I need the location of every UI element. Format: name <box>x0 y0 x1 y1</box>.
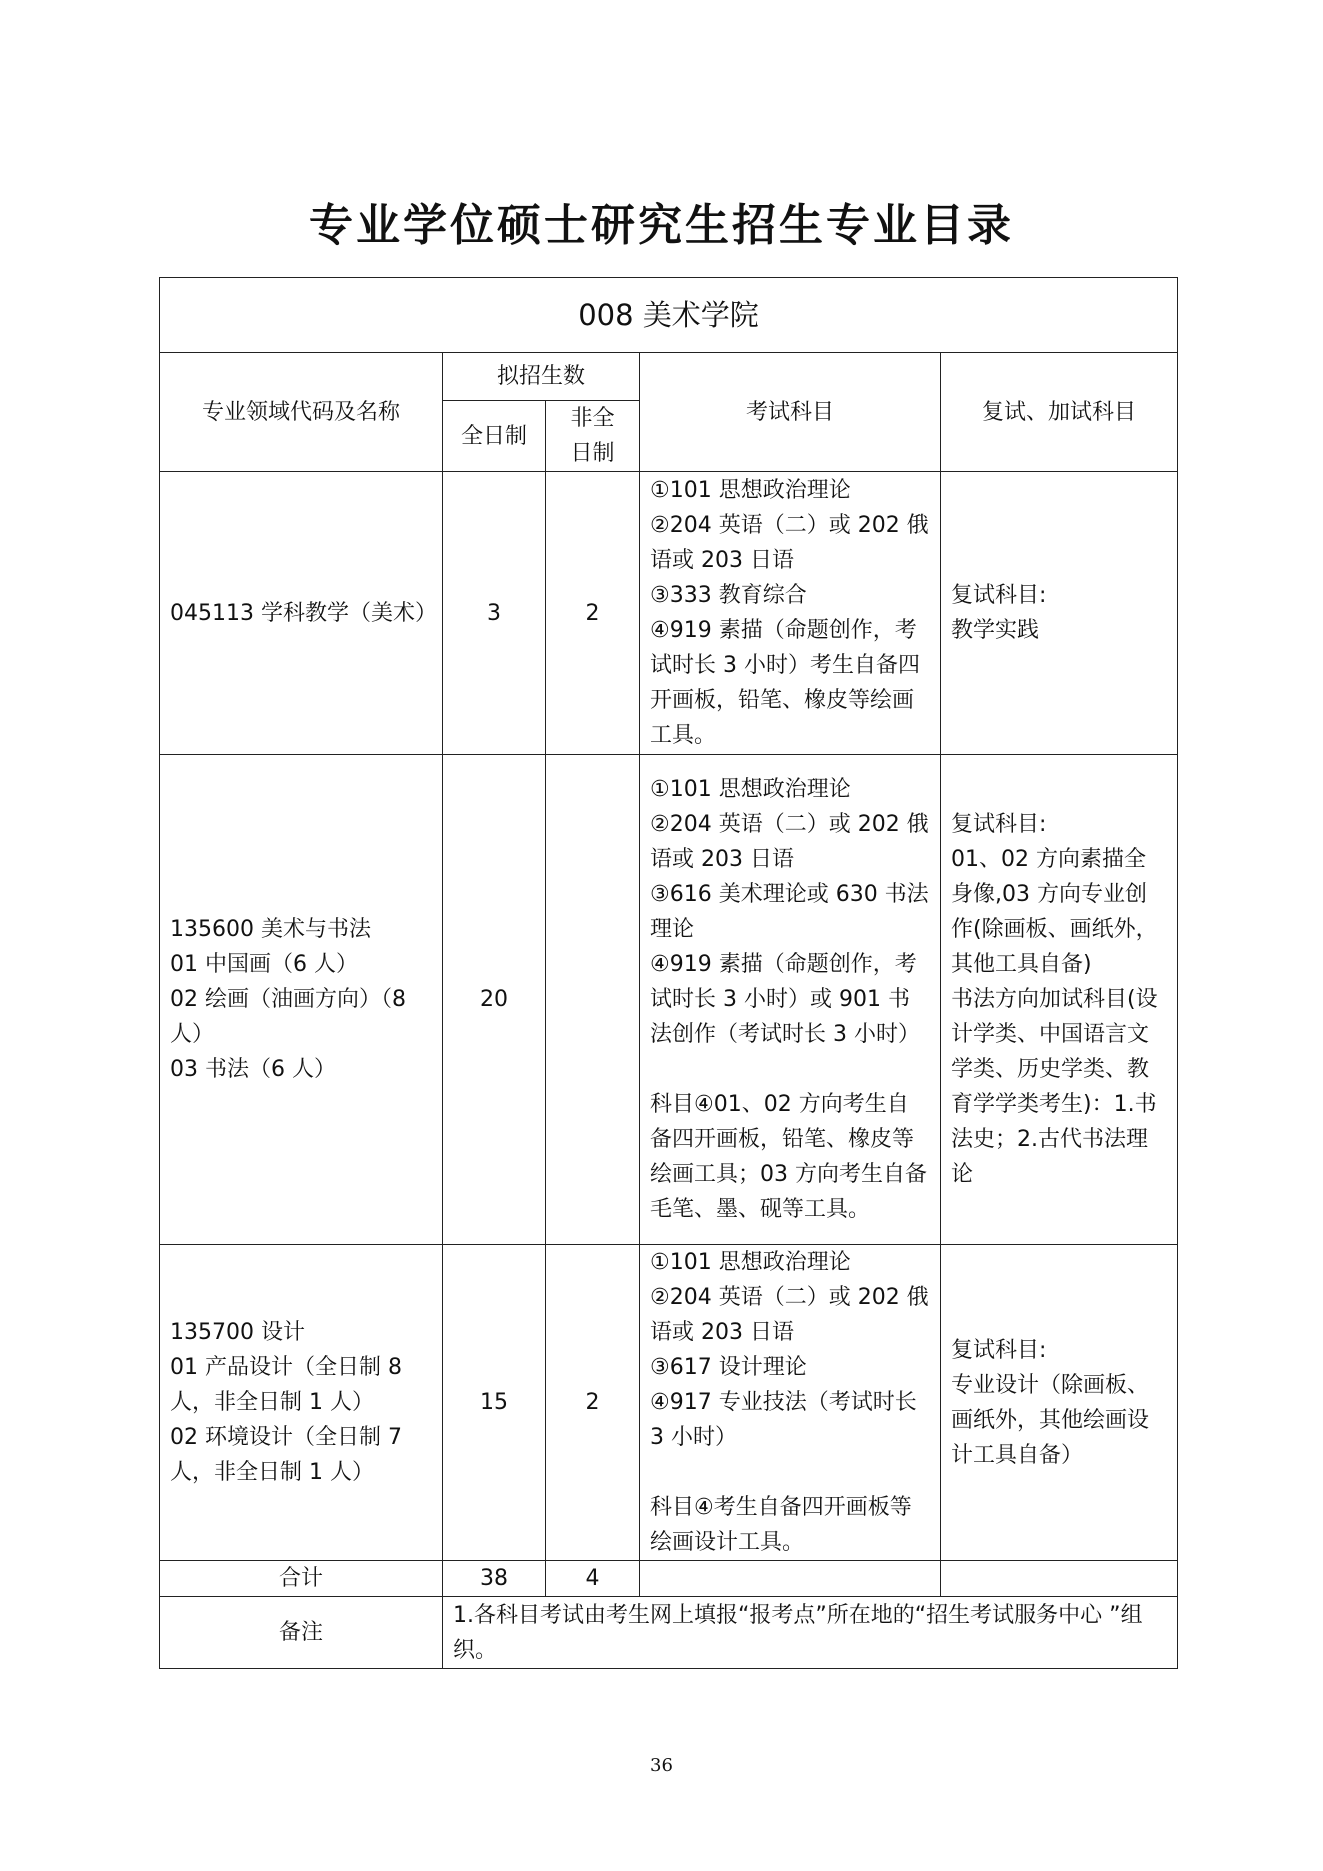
exam-subject-line: ③616 美术理论或 630 书法理论 <box>650 882 929 942</box>
exam-subjects-cell <box>640 472 941 755</box>
exam-subject-line: ①101 思想政治理论 <box>650 777 851 802</box>
total-empty-cell <box>941 1561 1178 1597</box>
header-parttime-line: 非全 <box>570 406 615 431</box>
total-fulltime: 38 <box>443 1561 546 1597</box>
exam-subject-line: ②204 英语（二）或 202 俄语或 203 日语 <box>650 513 929 573</box>
retest-line: 复试科目: <box>951 1337 1047 1363</box>
remarks-text: 1.各科目考试由考生网上填报“报考点”所在地的“招生考试服务中心 ”组织。 <box>443 1597 1178 1669</box>
major-cell <box>160 472 443 755</box>
exam-subject-line: ②204 英语（二）或 202 俄语或 203 日语 <box>650 1285 929 1345</box>
exam-subject-note: 科目④考生自备四开画板等绘画设计工具。 <box>650 1495 912 1555</box>
exam-subjects-cell <box>640 755 941 1245</box>
retest-line: 书法方向加试科目(设计学类、中国语言文学类、历史学类、教育学学类考生)：1.书法史；2.古代书法理论 <box>951 987 1158 1187</box>
major-line: 045113 学科教学（美术） <box>170 600 437 626</box>
retest-line: 复试科目: <box>951 812 1047 837</box>
header-major: 专业领域代码及名称 <box>160 353 443 472</box>
major-line: 01 中国画（6 人） <box>170 952 358 977</box>
parttime-count: 2 <box>546 472 640 755</box>
retest-line: 专业设计（除画板、画纸外，其他绘画设计工具自备） <box>951 1372 1150 1468</box>
major-line: 02 环境设计（全日制 7 人，非全日制 1 人） <box>170 1425 402 1485</box>
total-label: 合计 <box>160 1561 443 1597</box>
retest-subjects-cell <box>941 472 1178 755</box>
retest-subjects-cell <box>941 1245 1178 1561</box>
retest-line: 复试科目: <box>951 583 1047 608</box>
table-row <box>160 755 1178 1245</box>
major-line: 02 绘画（油画方向）（8 人） <box>170 987 406 1047</box>
header-row-1 <box>160 353 1178 401</box>
retest-subjects-cell <box>941 755 1178 1245</box>
major-cell <box>160 755 443 1245</box>
exam-subject-line: ④919 素描（命题创作，考试时长 3 小时）或 901 书法创作（考试时长 3 小时） <box>650 952 920 1047</box>
total-row <box>160 1561 1178 1597</box>
header-parttime <box>546 401 640 472</box>
remarks-row <box>160 1597 1178 1669</box>
exam-subjects-cell <box>640 1245 941 1561</box>
exam-subject-line: ②204 英语（二）或 202 俄语或 203 日语 <box>650 812 929 872</box>
fulltime-count: 15 <box>443 1245 546 1561</box>
total-parttime: 4 <box>546 1561 640 1597</box>
college-row <box>160 278 1178 353</box>
major-line: 135700 设计 <box>170 1320 305 1345</box>
exam-subject-line: ①101 思想政治理论 <box>650 478 851 503</box>
header-planned-enrollment: 拟招生数 <box>443 353 640 401</box>
parttime-count: 2 <box>546 1245 640 1561</box>
major-line: 01 产品设计（全日制 8 人，非全日制 1 人） <box>170 1355 402 1415</box>
exam-subject-line: ①101 思想政治理论 <box>650 1250 851 1275</box>
exam-subject-note: 科目④01、02 方向考生自备四开画板，铅笔、橡皮等绘画工具；03 方向考生自备毛笔、墨、砚等工具。 <box>650 1092 927 1222</box>
page-number: 36 <box>650 1755 673 1776</box>
header-parttime-line: 日制 <box>570 441 615 466</box>
total-empty-cell <box>640 1561 941 1597</box>
table-row <box>160 1245 1178 1561</box>
remarks-label: 备注 <box>160 1597 443 1669</box>
parttime-count <box>546 755 640 1245</box>
fulltime-count: 3 <box>443 472 546 755</box>
page-title: 专业学位硕士研究生招生专业目录 <box>309 200 1014 251</box>
exam-subject-line: ④919 素描（命题创作，考试时长 3 小时）考生自备四开画板，铅笔、橡皮等绘画工具。 <box>650 618 920 748</box>
major-line: 03 书法（6 人） <box>170 1057 336 1082</box>
header-exam-subjects: 考试科目 <box>640 353 941 472</box>
header-fulltime: 全日制 <box>443 401 546 472</box>
table-row <box>160 472 1178 755</box>
major-cell <box>160 1245 443 1561</box>
enrollment-catalog-table <box>159 277 1178 1669</box>
exam-subject-line: ④917 专业技法（考试时长 3 小时） <box>650 1390 917 1450</box>
fulltime-count: 20 <box>443 755 546 1245</box>
retest-line: 教学实践 <box>951 618 1040 643</box>
exam-subject-line: ③333 教育综合 <box>650 583 807 608</box>
major-line: 135600 美术与书法 <box>170 917 371 942</box>
retest-line: 01、02 方向素描全身像,03 方向专业创作(除画板、画纸外，其他工具自备) <box>951 847 1158 977</box>
header-retest-subjects: 复试、加试科目 <box>941 353 1178 472</box>
exam-subject-line: ③617 设计理论 <box>650 1355 807 1380</box>
college-name: 008 美术学院 <box>160 278 1178 353</box>
